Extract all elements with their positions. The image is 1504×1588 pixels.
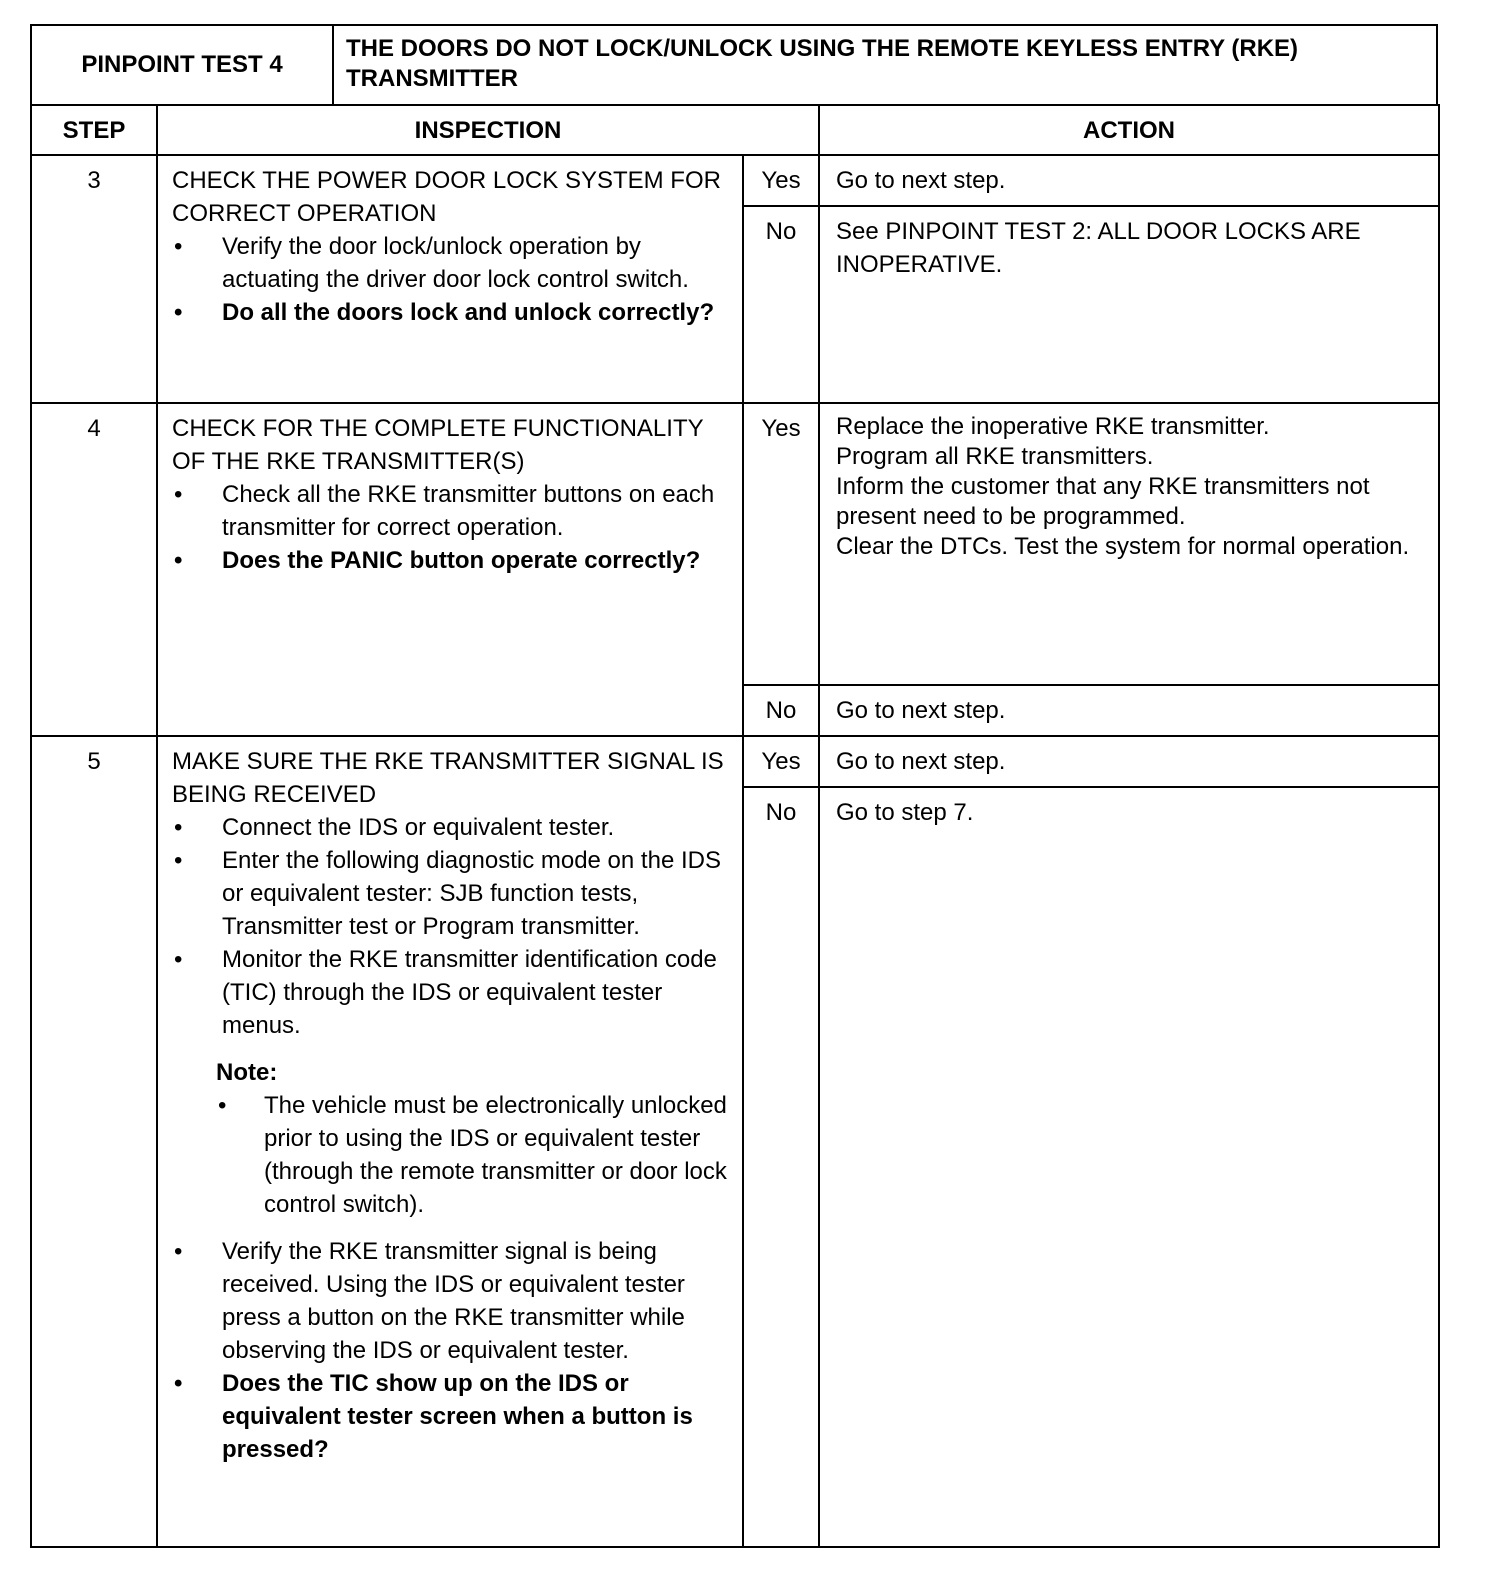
diagnostic-table: [30, 104, 1440, 1548]
no-label: No: [743, 787, 819, 1547]
action-line: Inform the customer that any RKE transmitters not present need to be programmed.: [836, 473, 1370, 530]
no-action: Go to next step.: [819, 685, 1439, 736]
column-header-step: STEP: [31, 105, 157, 155]
no-action: See PINPOINT TEST 2: ALL DOOR LOCKS ARE INOPERATIVE.: [819, 206, 1439, 403]
table-row: [31, 403, 1439, 685]
no-label: No: [743, 206, 819, 403]
yes-action: Go to next step.: [819, 736, 1439, 787]
action-line: Replace the inoperative RKE transmitter.: [836, 413, 1270, 440]
table-row: [31, 736, 1439, 787]
inspection-bullets: [172, 478, 732, 577]
step-number: 3: [31, 155, 157, 403]
inspection-bullets: [172, 230, 732, 329]
action-line: Clear the DTCs. Test the system for normal operation.: [836, 533, 1410, 560]
pinpoint-test-page: [30, 24, 1438, 1548]
step-inspection: [157, 736, 743, 1547]
bullet-item: • Verify the RKE transmitter signal is being received. Using the IDS or equivalent tester press a button on the RKE transmitter while observing the IDS or equivalent tester.: [172, 1235, 732, 1367]
column-header-row: [31, 105, 1439, 155]
bullet-item: • Connect the IDS or equivalent tester.: [172, 811, 732, 844]
inspection-bullets: [172, 811, 732, 1042]
note-bullets: [216, 1089, 732, 1221]
step-number: 4: [31, 403, 157, 736]
inspection-bullets: [172, 1235, 732, 1466]
step-inspection: [157, 403, 743, 736]
no-action: Go to step 7.: [819, 787, 1439, 1547]
yes-action: Go to next step.: [819, 155, 1439, 206]
yes-label: Yes: [743, 155, 819, 206]
step-question: • Does the PANIC button operate correctly?: [172, 544, 732, 577]
test-title: THE DOORS DO NOT LOCK/UNLOCK USING THE REMOTE KEYLESS ENTRY (RKE) TRANSMITTER: [346, 35, 1299, 92]
yes-label: Yes: [743, 403, 819, 685]
column-header-inspection: INSPECTION: [157, 105, 819, 155]
step-title: CHECK THE POWER DOOR LOCK SYSTEM FOR CORRECT OPERATION: [172, 167, 721, 227]
column-header-action: ACTION: [819, 105, 1439, 155]
note-block: [216, 1056, 732, 1221]
bullet-item: • Monitor the RKE transmitter identification code (TIC) through the IDS or equivalent tester menus.: [172, 943, 732, 1042]
step-title: CHECK FOR THE COMPLETE FUNCTIONALITY OF THE RKE TRANSMITTER(S): [172, 415, 704, 475]
step-inspection: [157, 155, 743, 403]
note-bullet-item: • The vehicle must be electronically unlocked prior to using the IDS or equivalent tester (through the remote transmitter or door lock control switch).: [216, 1089, 732, 1221]
yes-label: Yes: [743, 736, 819, 787]
bullet-item: • Enter the following diagnostic mode on the IDS or equivalent tester: SJB function tests, Transmitter test or Program transmitter.: [172, 844, 732, 943]
note-label: Note:: [216, 1059, 278, 1086]
step-title: MAKE SURE THE RKE TRANSMITTER SIGNAL IS BEING RECEIVED: [172, 748, 724, 808]
table-row: [31, 155, 1439, 206]
action-line: Program all RKE transmitters.: [836, 443, 1154, 470]
step-number: 5: [31, 736, 157, 1547]
yes-action: [819, 403, 1439, 685]
test-header: [30, 24, 1438, 104]
step-question: • Does the TIC show up on the IDS or equivalent tester screen when a button is pressed?: [172, 1367, 732, 1466]
bullet-item: • Check all the RKE transmitter buttons on each transmitter for correct operation.: [172, 478, 732, 544]
test-id: PINPOINT TEST 4: [32, 26, 334, 104]
step-question: • Do all the doors lock and unlock correctly?: [172, 296, 732, 329]
no-label: No: [743, 685, 819, 736]
bullet-item: • Verify the door lock/unlock operation by actuating the driver door lock control switch.: [172, 230, 732, 296]
